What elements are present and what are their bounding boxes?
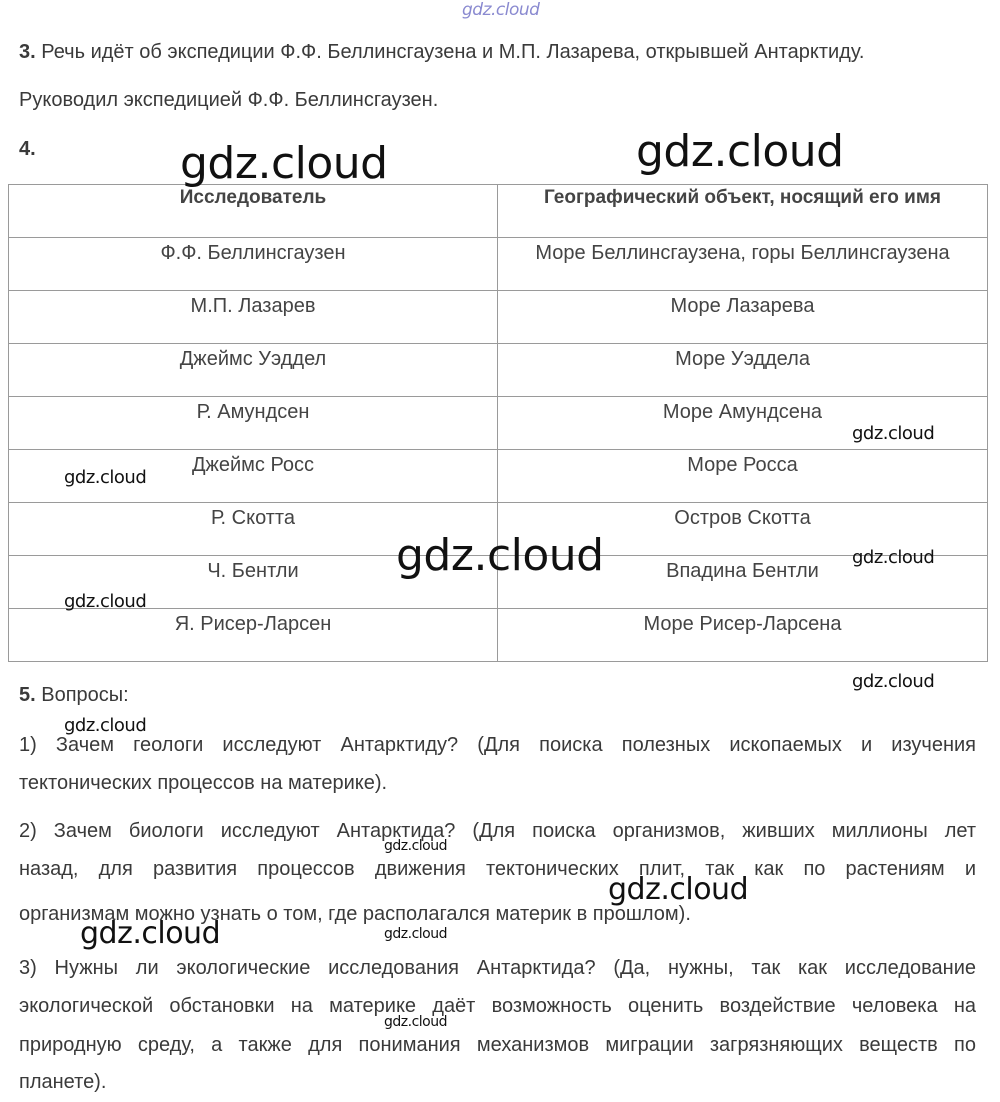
- table-row: [9, 238, 988, 291]
- header-object: Географический объект, носящий его имя: [498, 185, 988, 238]
- answer-1-line-1: 1) Зачем геологи исследуют Антарктиду? (Для поиска полезных ископаемых и изучения: [19, 734, 976, 756]
- watermark: gdz.cloud: [180, 138, 388, 189]
- answer-2-line-3: организмам можно узнать о том, где располагался материк в прошлом).: [19, 903, 691, 925]
- watermark: gdz.cloud: [636, 126, 844, 177]
- watermark: gdz.cloud: [64, 467, 147, 488]
- object-cell: Море Росса: [498, 450, 988, 503]
- q4-number: 4.: [19, 138, 36, 160]
- watermark: gdz.cloud: [852, 423, 935, 444]
- explorer-cell: Джеймс Уэддел: [9, 344, 498, 397]
- object-cell: Море Беллинсгаузена, горы Беллинсгаузена: [498, 238, 988, 291]
- answer-2-line-1: 2) Зачем биологи исследуют Антарктида? (Для поиска организмов, живших миллионы лет: [19, 820, 976, 842]
- watermark: gdz.cloud: [852, 547, 935, 568]
- answer-3-line-2: экологической обстановки на материке даёт возможность оценить воздействие человека на: [19, 995, 976, 1017]
- object-cell: Море Уэддела: [498, 344, 988, 397]
- header-explorer: Исследователь: [9, 185, 498, 238]
- watermark: gdz.cloud: [80, 916, 221, 951]
- q3-line-2: Руководил экспедицией Ф.Ф. Беллинсгаузен.: [19, 89, 439, 111]
- q5-title: Вопросы:: [41, 684, 129, 706]
- explorer-cell: Джеймс Росс: [9, 450, 498, 503]
- table-row: [9, 450, 988, 503]
- answer-2-line-2: назад, для развития процессов движения тектонических плит, так как по растениям и: [19, 858, 976, 880]
- watermark: gdz.cloud: [384, 838, 447, 854]
- q5-number: 5.: [19, 684, 36, 706]
- watermark: gdz.cloud: [852, 671, 935, 692]
- watermark: gdz.cloud: [384, 1014, 447, 1030]
- watermark: gdz.cloud: [64, 591, 147, 612]
- explorer-cell: Р. Скотта: [9, 503, 498, 556]
- table-row: [9, 291, 988, 344]
- q3-line-1: [19, 33, 976, 71]
- object-cell: Море Лазарева: [498, 291, 988, 344]
- explorers-table: [8, 184, 988, 662]
- object-cell: Море Рисер-Ларсена: [498, 609, 988, 662]
- answer-3-line-1: 3) Нужны ли экологические исследования Антарктида? (Да, нужны, так как исследование: [19, 957, 976, 979]
- explorer-cell: М.П. Лазарев: [9, 291, 498, 344]
- q3-number: 3.: [19, 41, 36, 63]
- object-cell: Остров Скотта: [498, 503, 988, 556]
- explorer-cell: Р. Амундсен: [9, 397, 498, 450]
- answer-1-line-2: тектонических процессов на материке).: [19, 772, 388, 794]
- watermark: gdz.cloud: [608, 872, 749, 907]
- answer-3-line-4: планете).: [19, 1071, 107, 1093]
- watermark: gdz.cloud: [396, 530, 604, 581]
- object-cell: Впадина Бентли: [498, 556, 988, 609]
- table-row: [9, 609, 988, 662]
- q3-text-1: Речь идёт об экспедиции Ф.Ф. Беллинсгаузена и М.П. Лазарева, открывшей Антарктиду.: [41, 41, 865, 63]
- watermark: gdz.cloud: [64, 715, 147, 736]
- explorer-cell: Ф.Ф. Беллинсгаузен: [9, 238, 498, 291]
- object-cell: Море Амундсена: [498, 397, 988, 450]
- explorer-cell: Ч. Бентли: [9, 556, 498, 609]
- q5-heading: [19, 676, 976, 714]
- table-row: [9, 397, 988, 450]
- explorer-cell: Я. Рисер-Ларсен: [9, 609, 498, 662]
- table-header-row: [9, 185, 988, 238]
- table-row: [9, 344, 988, 397]
- watermark: gdz.cloud: [462, 0, 540, 20]
- answer-3-line-3: природную среду, а также для понимания механизмов миграции загрязняющих веществ по: [19, 1034, 976, 1056]
- watermark: gdz.cloud: [384, 926, 447, 942]
